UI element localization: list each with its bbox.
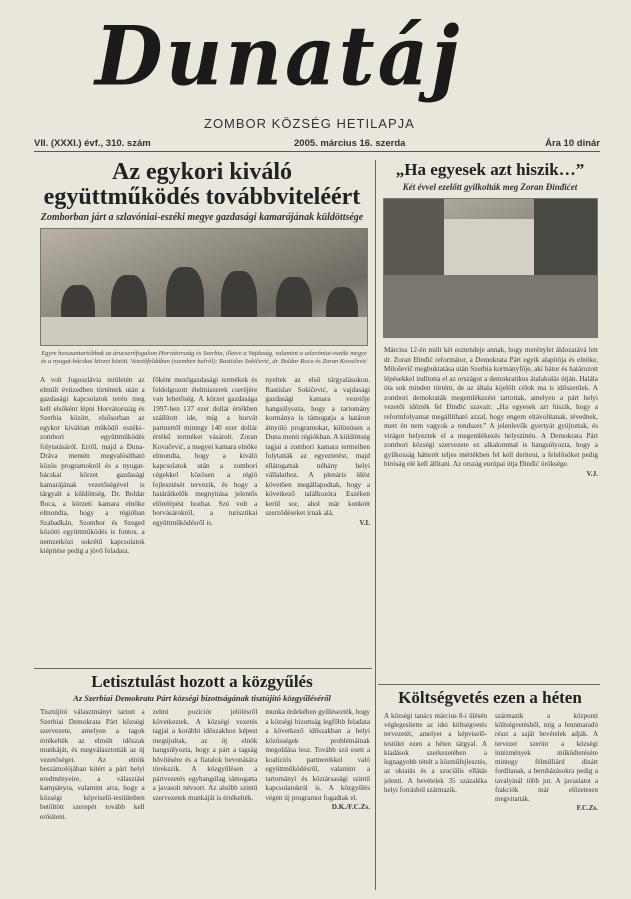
article1-photo [40,228,368,346]
article1-column-3-text: nyeltek az első tárgyalásokon. Rastislav Sokičević, a vajdasági gazdasági kamara vezetője hangsúlyozta, hogy a tartomány kormánya is támogatja a határon átnyúló programokat, különösen a Duna menti régiókban. A küldöttség tagjai a zombori kamara termeiben folytatták az egyeztetést, majd ellátogattak néhány helyi vállalathoz. A plenáris ülést követően megállapodtak, hogy a következő találkozóra Eszéken kerül sor, ahol már konkrét szerződéseket írnak alá. [265,376,371,517]
article4-column-1: A községi tanács március 8-i ülésén véglegesítette az idei költségvetés tervezetét, amelyet a képviselő-testület ezen a héten tárgyal. A kiadások szerkezetében a legnagyobb tételt a közműfejlesztés, az oktatás és a szociális ellátás jelenti. A bevételek 35 százaléka helyi forrásból származik. [384,712,487,794]
article4-headline: Költségvetés ezen a héten [398,688,582,707]
article1-headline: Az egykori kiváló együttműködés továbbviteléért [43,159,361,211]
article4-signature: F.C.Zs. [576,804,598,813]
article1-photo-caption: Egyre hosszantartóbbak az árucseréfogalom Horvátország és Szerbia, illetve a Vajdaság, valamint a szlavóniai-eszéki megye és a nyugat-bácskai körzet között. Vezetőfeldában (szemben balról): Rastislav Sokičević, dr. Boldar Roca és Zoran Kovačević [40,350,367,366]
article1-column-3 [265,376,370,664]
article2-signature: V.J. [586,469,598,478]
section-divider-right [378,684,600,685]
issue-price: Ára 10 dinár [545,138,600,149]
article1-body [40,376,370,664]
article3-kicker: Az Szerbiai Demokrata Párt községi bizottságának tisztújító közgyűléséről [73,693,331,703]
article2-text: Március 12-én múlt két esztendeje annak, hogy merénylet áldozatává lett dr. Zoran Đinđić reformátor, a Demokrata Párt egyik alapítója és elnöke, Miloševič megbuktatása után Szerbia kormányfője, aki bátor és határozott lépésekkel indította el az országot a demokratikus átalakulás útján. Halála óta sok minden történt, de az általa kijelölt célok ma is időszerűek. A zombori demokraták megemlékezést tartottak, amelyen a párt helyi vezetői idézték fel Đinđić szavait: „Ha egyesek azt hiszik, hogy a reformfolyamat megállítható azzal, hogy engem eltávolítanak, tévednek, mert én nem vagyok a rendszer.” A jelenlevők gyertyát gyújtottak, és virágot helyeztek el a megemlékezés helyszínén. A Demokrata Párt zombori községi szervezete ez alkalommal is hangsúlyozta, hogy a gyilkosság hátterét teljes mértékben fel kell deríteni, a felelősöket pedig bíróság elé kell állítani. Az ország európai útja Đinđić öröksége. [384,346,598,468]
masthead [0,0,631,160]
article4-column-2 [495,712,598,892]
article1-signature: V.I. [359,518,371,527]
article3-column-2: zelmi pozíciót jelölésről következtek. A községi vezetés tagjai a korábbi időszakhoz képest megújultak, az új elnök hangsúlyozta, hogy a párt a tagság bővítésére és a fiatalok bevonására törekszik. A közgyűlésen a pártvezetés egyhangúlag támogatta a javasolt névsort. Az alsóbb szintű szervezetek munkáját is értékelték. [152,708,258,802]
article4-body [384,712,598,892]
article3-column-1: Tisztújító választmányt tartott a Szerbiai Demokrata Párt községi szervezete, amelyen a tagok értékelték az elmúlt időszak munkáját, és megválasztották az új vezetőséget. Az elnök beszámolójában kitért a párt helyi eredményeire, a választási kampányra, valamint arra, hogy a községi képviselő-testületben betöltött szerepét tovább kell erősíteni. [40,708,145,821]
newspaper-logo: Dunatáj [95,8,463,105]
issue-info-bar [34,138,600,152]
issue-number: VII. (XXXI.) évf., 310. szám [34,138,151,149]
article3-column-3 [265,708,370,893]
article1-kicker: Zomborban járt a szlavóniai-eszéki megye gazdasági kamarájának küldöttsége [40,212,364,223]
column-divider [375,160,376,890]
article3-column-3-text: munka érdekében gyűlésezték, hogy a községi bizottság legfőbb feladata a következő időszakban a helyi közösségek problémáinak megoldása lesz. Tovább szó esett a koalíciós partnerekkel való együttműködésről, valamint a tartományi és köztársasági szintű kapcsolatokról is. A közgyűlés végén új programot fogadtak el. [265,708,371,802]
article1-column-1: A volt Jugoszlávia területén az elmúlt évtizedben történtek után a gazdasági kapcsolatok terén meg kell elsőként lépni Horvátország és Szerbia között, elsősorban az egykor kiválóan működő eszéki–zombori együttműködés folytatásáról. Erről, majd a Duna-Dráva mentén megvalósítható közös programokról és a nyugat-bácskai körzet gazdasági kamarájának vezetőségével is tárgyalt a küldöttség. Dr. Boldar Roca, a körzeti kamara elnöke elmondta, hogy a régióban Szabadkán, Szombor és Szeged közötti együttműködés is fontos, a nemzetközi sokrétű kapcsolatok kiépítése pedig a jövő feladata. [40,376,145,555]
article2-kicker: Két évvel ezelőtt gyilkolták meg Zoran Đinđićet [402,182,578,192]
article3-headline: Letisztulást hozott a közgyűlés [91,672,313,691]
section-divider-left [34,668,372,669]
article3-body [40,708,370,893]
article2-body [384,346,598,479]
article2-photo [383,198,598,338]
article2-headline: „Ha egyesek azt hiszik…” [395,160,585,179]
article3-signature: D.K./F.C.Zs. [331,803,371,811]
newspaper-subtitle: ZOMBOR KÖZSÉG HETILAPJA [204,116,415,131]
issue-date: 2005. március 16. szerda [294,138,406,149]
article1-column-2: főként mezőgazdasági termékek és feldolgozott élelmiszerek cseréjére van lehetőség. A körzet gazdasága 1997-ben 137 ezer dollár értékben szállított ide, míg a horvát partnertől mintegy 140 ezer dollár értékű terméket vásárolt. Zoran Kovačević, a megyei kamara elnöke elmondta, hogy a kiváló kapcsolatok után a zombori cégekkel közösen a régió fejlesztését tervezik, és hogy a határátkelők megnyitása jelentős előrelépést hozhat. Szó volt a borvásárokról, a turisztikai együttműködésről is. [152,376,258,527]
article4-column-2-text: származik a központi költségvetésből, míg a fennmaradó részt a saját bevételek adják. A tervezet szerint a községi intézmények működtetésére mintegy félmilliárd dinárt fordítanak, a beruházásokra pedig a tavalyinál több jut. A javaslatot a frakciók már előzetesen megvitatták. [495,712,598,804]
